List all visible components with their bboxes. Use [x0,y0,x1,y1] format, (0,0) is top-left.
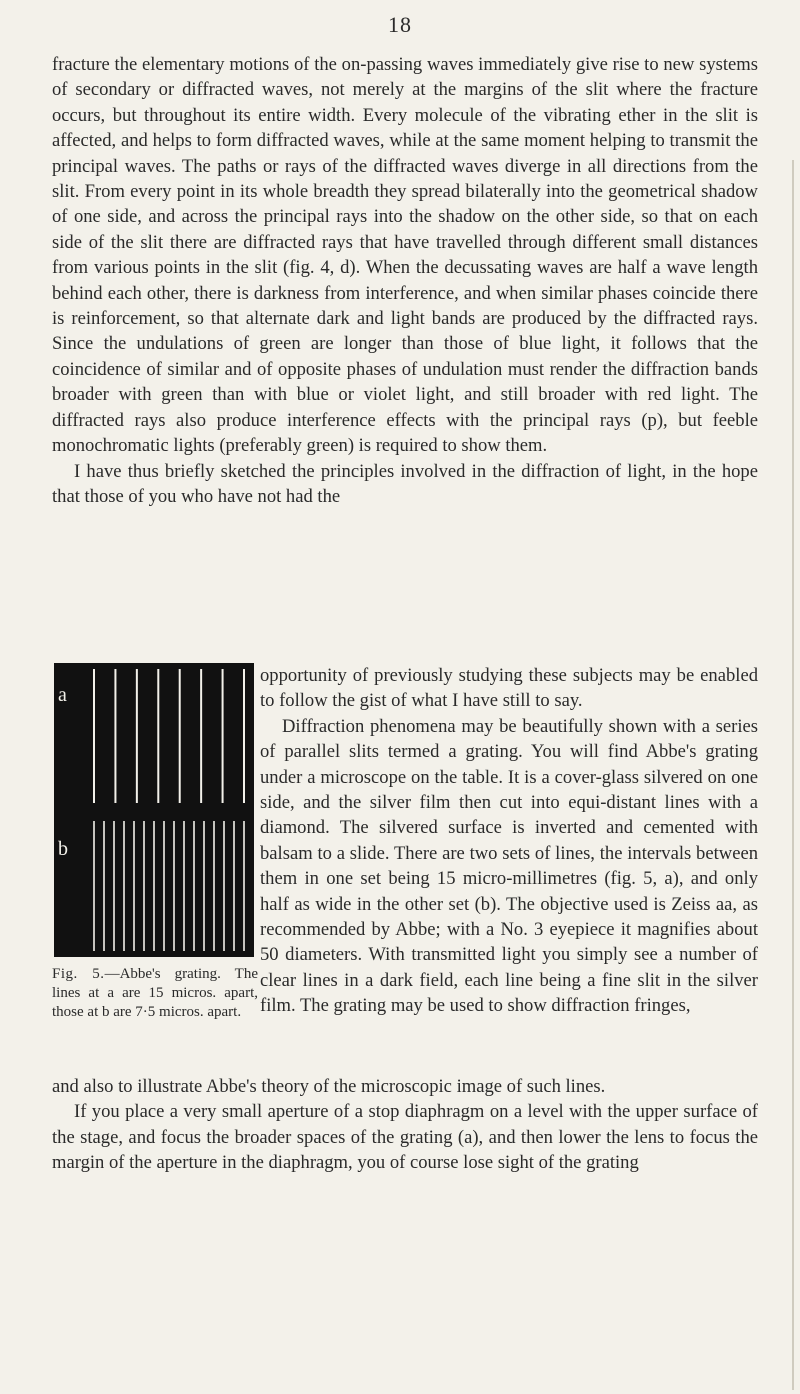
grating-line-b [93,821,95,951]
figure-caption [52,965,258,1022]
grating-set-a [93,669,245,803]
grating-line-b [133,821,135,951]
page-edge-rule [792,160,794,1390]
grating-line-b [193,821,195,951]
grating-line-b [113,821,115,951]
grating-line-a [243,669,245,803]
top-text-block [52,52,758,509]
paragraph-aperture: If you place a very small aperture of a stop diaphragm on a level with the upper surface of the stage, and focus the broader spaces of the grating (a), and then lower the lens to focus the margin of the aperture in the diaphragm, you of course lose sight of the grating [52,1101,758,1174]
paragraph-summary-start: I have thus briefly sketched the principles involved in the diffraction of light, in the hope that those of you who have not had the [52,460,758,507]
paragraph-grating: Diffraction phenomena may be beautifully shown with a series of parallel slits termed a grating. You will find Abbe's grating under a microscope on the table. It is a cover-glass silvered on one side, and the silver film then cut into equi-distant lines with a diamond. The silvered surface is inverted and cemented with balsam to a slide. There are two sets of lines, the intervals between them in one set being 15 micro-millimetres (fig. 5, a), and only half as wide in the other set (b). The objective used is Zeiss aa, as recommended by Abbe; with a No. 3 eyepiece it magnifies about 50 diameters. With transmitted light you simply see a number of clear lines in a dark field, each line being a fine slit in the silver film. The grating may be used to show diffraction fringes, [260,715,758,1017]
grating-line-b [233,821,235,951]
paragraph-grating-end: and also to illustrate Abbe's theory of the microscopic image of such lines. [52,1076,606,1097]
grating-line-b [183,821,185,951]
grating-line-a [179,669,181,803]
grating-set-b [93,821,245,951]
grating-line-b [173,821,175,951]
figure-5 [52,663,258,1074]
caption-text: —Abbe's grating. The lines at a are 15 micros. apart, those at b are 7·5 micros. apart. [52,966,258,1020]
grating-line-a [222,669,224,803]
grating-line-b [163,821,165,951]
label-b: b [58,838,68,860]
grating-drawing [54,663,254,957]
grating-line-b [203,821,205,951]
paragraph-diffraction-theory: fracture the elementary motions of the on-passing waves immediately give rise to new systems of secondary or diffracted waves, not merely at the margins of the slit where the fracture occurs, but throughout its entire width. Every molecule of the vibrating ether in the slit is affected, and helps to form diffracted waves, while at the same moment helping to transmit the principal waves. The paths or rays of the diffracted waves diverge in all directions from the slit. From every point in its whole breadth they spread bilaterally into the geometrical shadow of one side, and across the principal rays into the shadow on the other side, so that on each side of the slit there are diffracted rays that have travelled through different small distances from various points in the slit (fig. 4, d). When the decussating waves are half a wave length behind each other, there is darkness from interference, and when similar phases coincide there is reinforcement, so that alternate dark and light bands are produced by the diffracted rays. Since the undulations of green are longer than those of blue light, it follows that the coincidence of similar and of opposite phases of undulation must render the diffraction bands broader with green than with blue or violet light, and still broader with red light. The diffracted rays also produce interference effects with the principal rays (p), but feeble monochromatic lights (preferably green) is required to show them. [52,54,758,457]
grating-line-a [157,669,159,803]
paragraph-summary-end: opportunity of previously studying these subjects may be enabled to follow the gist of what I have still to say. [260,665,758,712]
grating-line-a [136,669,138,803]
grating-line-a [114,669,116,803]
grating-line-b [153,821,155,951]
grating-line-b [103,821,105,951]
grating-line-b [223,821,225,951]
grating-line-a [93,669,95,803]
caption-label: Fig. 5. [52,966,105,982]
grating-line-b [243,821,245,951]
grating-line-b [213,821,215,951]
bottom-text-block [52,1074,758,1176]
grating-line-b [143,821,145,951]
page-number: 18 [388,12,412,37]
wrapped-text-column [260,663,758,1019]
grating-line-b [123,821,125,951]
abbe-grating-illustration [54,663,254,957]
label-a: a [58,684,67,706]
grating-line-a [200,669,202,803]
figure-wrap-area [52,663,758,1074]
